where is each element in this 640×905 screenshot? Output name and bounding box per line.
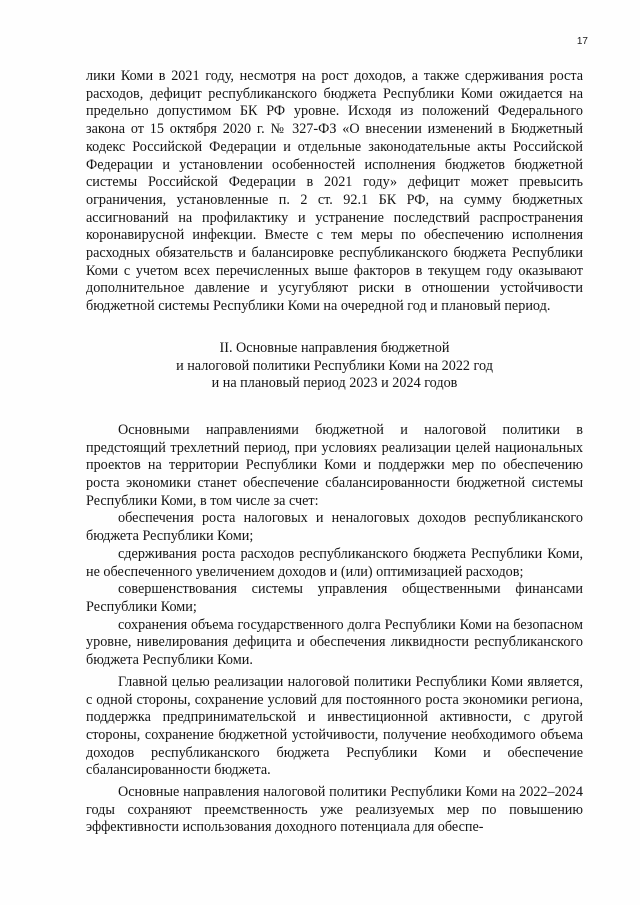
section-heading-line-1: II. Основные направления бюджетной [219, 339, 450, 356]
section-heading [86, 340, 583, 393]
section-heading-line-2: и налоговой политики Республики Коми на 2022 год [176, 357, 493, 374]
page-number: 17 [576, 36, 588, 47]
document-body [86, 68, 583, 837]
list-item-debt-level: сохранения объема государственного долга Республики Коми на безопасном уровне, нивелирования дефицита и обеспечения ликвидности республиканского бюджета Республики Коми. [86, 616, 583, 669]
paragraph-tax-policy-directions: Основные направления налоговой политики Республики Коми на 2022–2024 годы сохраняют преемственность уже реализуемых мер по повышению эффективности использования доходного потенциала для обеспе- [86, 784, 583, 836]
list-item-expense-restraint: сдерживания роста расходов республиканского бюджета Республики Коми, не обеспеченного увеличением доходов и (или) оптимизацией расходов; [86, 545, 583, 580]
section-heading-line-3: и на плановый период 2023 и 2024 годов [211, 375, 458, 392]
list-item-revenue-growth: обеспечения роста налоговых и неналоговых доходов республиканского бюджета Республики Коми; [86, 510, 583, 545]
paragraph-tax-policy-goal: Главной целью реализации налоговой политики Республики Коми является, с одной стороны, сохранение условий для постоянного роста экономики региона, поддержка предпринимательской и инвестиционной активности, с другой стороны, сохранение бюджетной устойчивости, получение необходимого объема доходов республиканского бюджета Республики Коми и обеспечение сбалансированности бюджета. [86, 673, 583, 779]
intro-paragraph: лики Коми в 2021 году, несмотря на рост доходов, а также сдерживания роста расходов, дефицит республиканского бюджета Республики Коми ожидается на предельно допустимом БК РФ уровне. Исходя из положений Федерального закона от 15 октября 2020 г. № 327-ФЗ «О внесении изменений в Бюджетный кодекс Российской Федерации и отдельные законодательные акты Российской Федерации и установлении особенностей исполнения бюджетов бюджетной системы Российской Федерации в 2021 году» дефицит может превысить ограничения, установленные п. 2 ст. 92.1 БК РФ, на сумму бюджетных ассигнований на профилактику и устранение последствий распространения коронавирусной инфекции. Вместе с тем меры по обеспечению исполнения расходных обязательств и балансировке республиканского бюджета Республики Коми с учетом всех перечисленных выше факторов в текущем году оказывают дополнительное давление и усугубляют риски в отношении устойчивости бюджетной системы Республики Коми на очередной год и плановый период. [86, 68, 583, 315]
list-item-finance-management: совершенствования системы управления общественными финансами Республики Коми; [86, 581, 583, 615]
paragraph-main-directions: Основными направлениями бюджетной и налоговой политики в предстоящий трехлетний период, при условиях реализации целей национальных проектов на территории Республики Коми и поддержки мер по обеспечению роста экономики станет обеспечение сбалансированности бюджетной системы Республики Коми, в том числе за счет: [86, 421, 583, 509]
